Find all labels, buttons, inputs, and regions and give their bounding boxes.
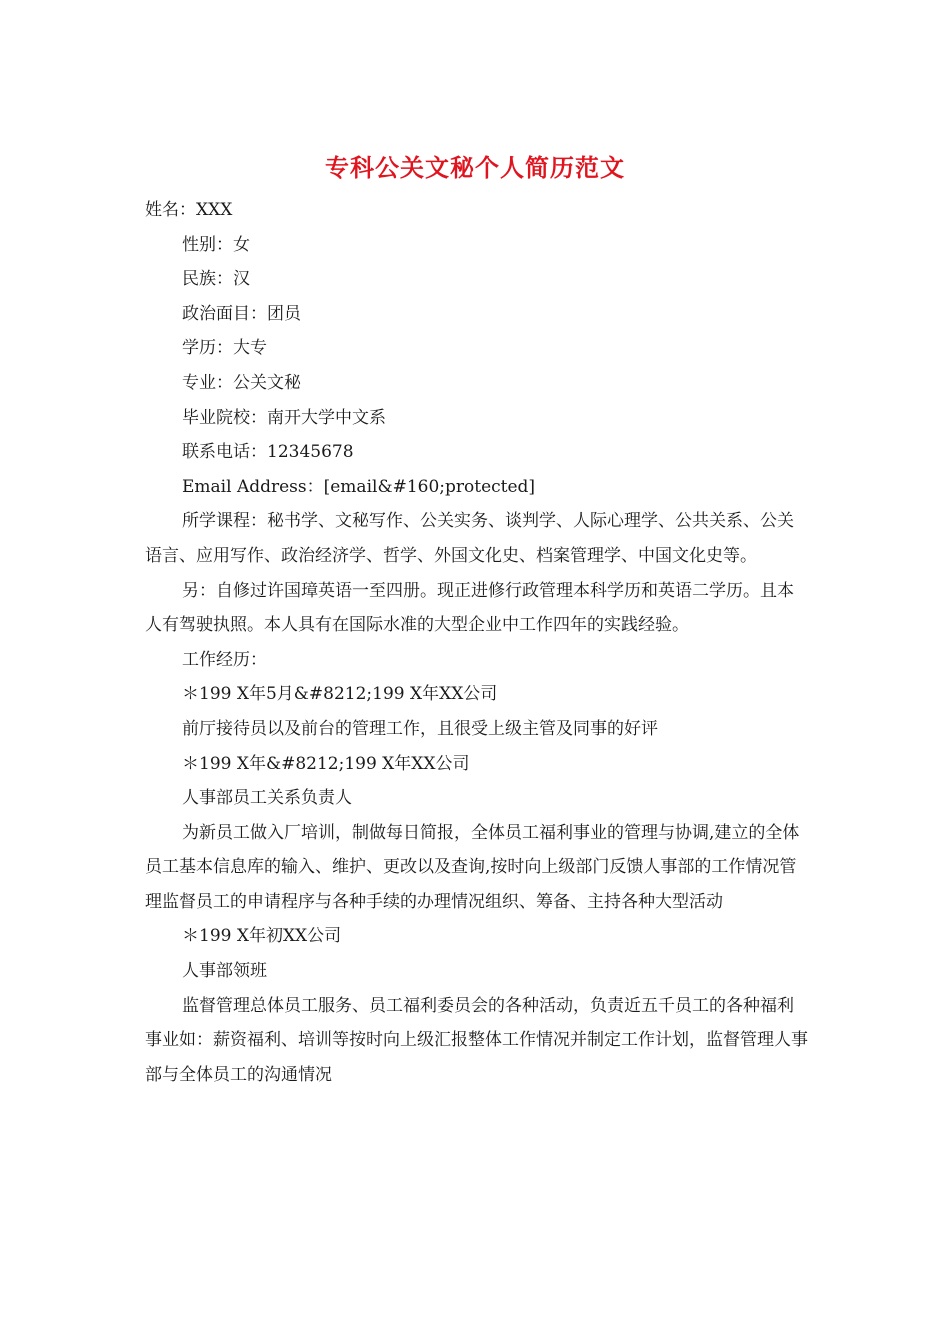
job1-period: ＊199 X年5月&#8212;199 X年XX公司: [182, 684, 498, 705]
job3-description: 监督管理总体员工服务、员工福利委员会的各种活动，负责近五千员工的各种福利事业如：薪资福利、培训等按时向上级汇报整体工作情况并制定工作计划，监督管理人事部与全体员工的沟通情况: [145, 995, 808, 1085]
job2-description: 为新员工做入厂培训，制做每日简报，全体员工福利事业的管理与协调,建立的全体员工基本信息库的输入、维护、更改以及查询,按时向上级部门反馈人事部的工作情况管理监督员工的申请程序与各种手续的办理情况组织、筹备、主持各种大型活动: [145, 822, 800, 912]
document-title: 专科公关文秘个人简历范文: [325, 153, 625, 182]
work-heading: 工作经历：: [182, 649, 267, 670]
job2-period: ＊199 X年&#8212;199 X年XX公司: [182, 753, 470, 774]
courses-paragraph: 所学课程：秘书学、文秘写作、公关实务、谈判学、人际心理学、公共关系、公关语言、应用写作、政治经济学、哲学、外国文化史、档案管理学、中国文化史等。: [145, 511, 794, 566]
email-line: Email Address：[email&#160;protected]: [182, 476, 536, 497]
name-line: 姓名：XXX: [145, 200, 233, 220]
job3-period: ＊199 X年初XX公司: [182, 926, 342, 947]
ethnicity-line: 民族：汉: [182, 269, 250, 290]
major-line: 专业：公关文秘: [182, 372, 301, 393]
extra-paragraph: 另：自修过许国璋英语一至四册。现正进修行政管理本科学历和英语二学历。且本人有驾驶执照。本人具有在国际水准的大型企业中工作四年的实践经验。: [145, 580, 794, 636]
education-line: 学历：大专: [182, 338, 267, 359]
school-line: 毕业院校：南开大学中文系: [182, 407, 386, 428]
job1-description: 前厅接待员以及前台的管理工作，且很受上级主管及同事的好评: [182, 718, 658, 739]
political-line: 政治面目：团员: [182, 303, 301, 324]
job3-role: 人事部领班: [182, 961, 267, 982]
phone-line: 联系电话：12345678: [182, 442, 354, 463]
job2-role: 人事部员工关系负责人: [182, 788, 352, 809]
gender-line: 性别：女: [182, 234, 250, 255]
resume-body: [145, 193, 810, 1092]
